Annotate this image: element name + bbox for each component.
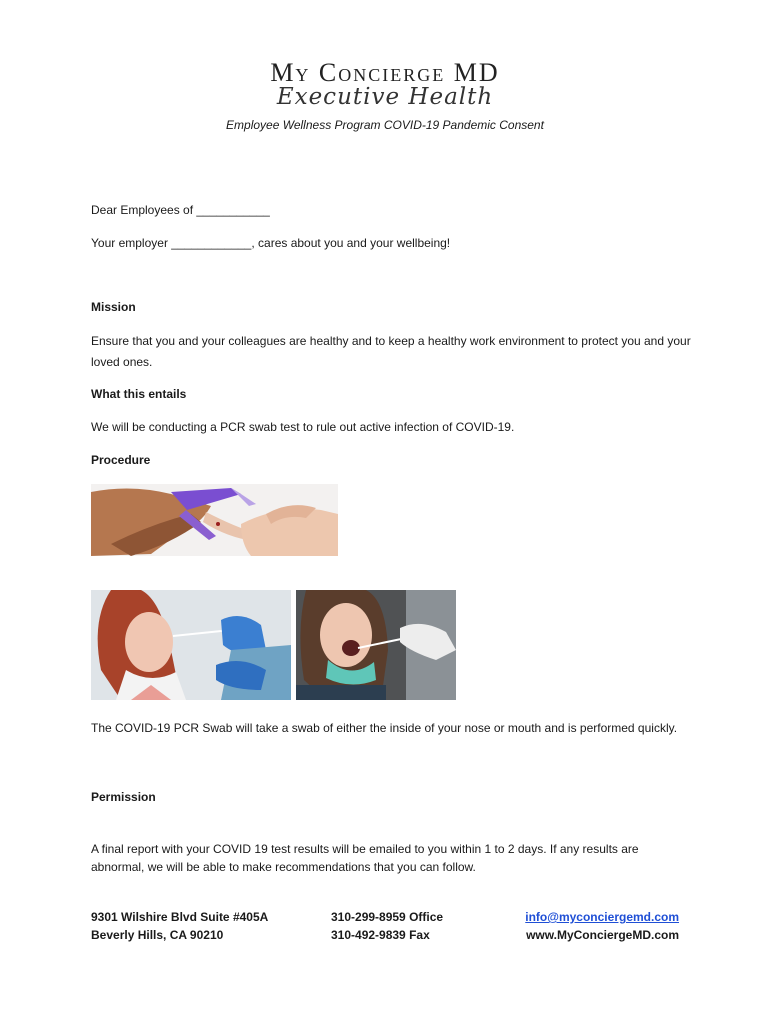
nasal-swab-photo — [91, 590, 291, 700]
procedure-heading: Procedure — [91, 453, 151, 467]
page-subtitle: Employee Wellness Program COVID-19 Pandemic Consent — [226, 118, 544, 132]
footer-contact — [500, 908, 679, 944]
email-link[interactable]: info@myconciergemd.com — [525, 910, 679, 924]
procedure-caption: The COVID-19 PCR Swab will take a swab of either the inside of your nose or mouth and is performed quickly. — [91, 721, 678, 735]
website-text: www.MyConciergeMD.com — [526, 928, 679, 942]
entails-heading: What this entails — [91, 387, 187, 401]
phone-office: 310-299-8959 Office — [331, 910, 444, 924]
entails-text: We will be conducting a PCR swab test to rule out active infection of COVID-19. — [91, 420, 515, 434]
finger-prick-photo — [91, 484, 338, 556]
logo-subtitle: Executive Health — [276, 84, 494, 110]
greeting: Dear Employees of ___________ — [91, 203, 270, 217]
mission-heading: Mission — [91, 300, 136, 314]
mouth-swab-photo — [296, 590, 456, 700]
address-line-2: Beverly Hills, CA 90210 — [91, 928, 224, 942]
permission-text: A final report with your COVID 19 test results will be emailed to you within 1 to 2 days. If any results are abnormal, we will be able to make recommendations that you can follow. — [91, 842, 639, 874]
phone-fax: 310-492-9839 Fax — [331, 928, 430, 942]
logo-title: My Concierge MD — [270, 58, 500, 87]
address-line-1: 9301 Wilshire Blvd Suite #405A — [91, 910, 269, 924]
footer-address — [91, 908, 268, 944]
permission-heading: Permission — [91, 790, 156, 804]
mission-text: Ensure that you and your colleagues are healthy and to keep a healthy work environment to protect you and your loved ones. — [91, 334, 691, 369]
employer-line: Your employer ____________, cares about you and your wellbeing! — [91, 236, 451, 250]
footer-phones — [331, 908, 443, 944]
